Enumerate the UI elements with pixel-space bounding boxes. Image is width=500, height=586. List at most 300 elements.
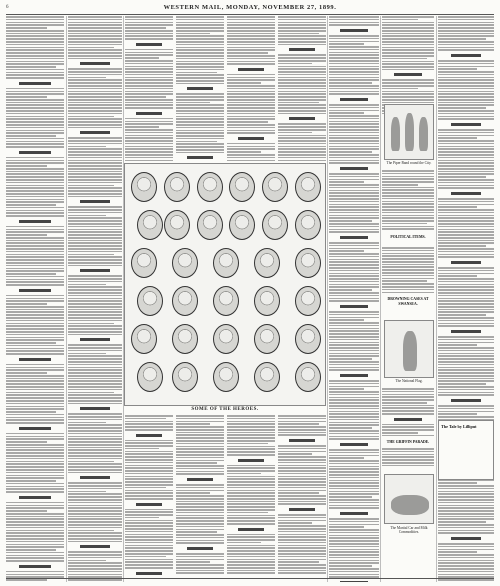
text-line	[176, 517, 224, 519]
text-line	[329, 397, 379, 399]
text-line	[68, 562, 122, 564]
text-line	[329, 88, 379, 90]
text-line	[125, 421, 173, 423]
text-line	[278, 470, 326, 472]
subheading-mark	[289, 117, 315, 120]
text-line	[329, 364, 379, 366]
text-column-4-bottom	[176, 415, 224, 575]
text-line	[278, 132, 312, 134]
text-line	[438, 104, 494, 106]
text-line	[68, 449, 122, 451]
text-line	[125, 462, 173, 464]
column-divider	[436, 16, 437, 582]
text-line	[329, 148, 379, 150]
subheading-mark	[451, 537, 482, 540]
text-line	[68, 403, 122, 405]
text-line	[68, 513, 122, 515]
text-line	[125, 451, 173, 453]
text-line	[6, 99, 64, 101]
text-line	[227, 77, 275, 79]
text-line	[278, 423, 319, 425]
text-line	[125, 498, 173, 500]
text-line	[382, 82, 434, 84]
text-line	[278, 564, 326, 566]
text-line	[438, 574, 494, 576]
text-line	[438, 113, 494, 115]
text-line	[329, 261, 379, 263]
text-line	[68, 68, 122, 70]
text-line	[6, 44, 64, 46]
text-line	[278, 38, 326, 40]
text-line	[438, 527, 494, 529]
text-line	[329, 35, 379, 37]
text-line	[6, 406, 64, 408]
text-line	[68, 58, 122, 60]
text-line	[278, 534, 326, 536]
text-line	[125, 151, 173, 153]
text-line	[125, 539, 173, 541]
text-line	[227, 509, 275, 511]
text-line	[438, 306, 494, 308]
text-line	[438, 383, 486, 385]
text-line	[438, 157, 494, 159]
text-line	[329, 140, 379, 142]
text-line	[6, 433, 64, 435]
text-line	[382, 391, 434, 393]
text-line	[68, 19, 122, 21]
text-line	[6, 372, 47, 374]
text-line	[382, 456, 434, 458]
text-line	[125, 517, 159, 519]
text-line	[329, 507, 379, 509]
text-line	[278, 536, 326, 538]
text-line	[438, 336, 494, 338]
text-line	[438, 96, 494, 98]
text-line	[438, 281, 494, 283]
text-line	[438, 99, 494, 101]
text-line	[68, 49, 122, 51]
text-line	[329, 93, 379, 95]
text-line	[329, 192, 379, 194]
text-line	[438, 560, 494, 562]
section-heading: DROWNING CASES AT SWANSEA.	[387, 297, 429, 306]
text-line	[176, 509, 224, 511]
text-line	[329, 449, 379, 451]
text-line	[6, 74, 64, 76]
text-line	[382, 394, 434, 396]
text-line	[6, 226, 64, 228]
text-line	[438, 38, 486, 40]
text-line	[125, 118, 173, 120]
text-line	[68, 229, 122, 231]
text-line	[176, 495, 224, 497]
text-line	[329, 229, 379, 231]
text-line	[438, 16, 494, 18]
text-line	[438, 499, 494, 501]
text-line	[329, 22, 379, 24]
text-line	[6, 320, 64, 322]
text-line	[227, 481, 275, 483]
text-line	[227, 157, 275, 159]
text-line	[438, 380, 494, 382]
text-line	[176, 80, 224, 82]
text-line	[125, 19, 173, 21]
text-line	[278, 542, 326, 544]
text-line	[6, 190, 64, 192]
text-line	[438, 513, 494, 515]
text-line	[68, 245, 122, 247]
text-line	[329, 380, 379, 382]
text-line	[68, 231, 122, 233]
text-line	[329, 554, 379, 556]
text-line	[68, 303, 122, 305]
text-line	[278, 473, 326, 475]
text-line	[125, 559, 173, 561]
text-line	[176, 523, 224, 525]
text-line	[382, 69, 434, 71]
text-line	[176, 35, 224, 37]
text-line	[176, 130, 224, 132]
text-line	[68, 44, 122, 46]
text-line	[68, 91, 122, 93]
text-line	[6, 378, 64, 380]
text-line	[68, 380, 122, 382]
text-line	[329, 466, 379, 468]
text-line	[68, 499, 122, 501]
text-line	[6, 118, 64, 120]
text-line	[6, 480, 56, 482]
text-line	[125, 96, 166, 98]
text-line	[438, 68, 477, 70]
text-line	[68, 306, 122, 308]
text-line	[329, 383, 379, 385]
text-line	[68, 226, 122, 228]
text-line	[329, 176, 379, 178]
text-line	[125, 456, 173, 458]
text-line	[329, 256, 379, 258]
text-line	[438, 44, 494, 46]
text-line	[68, 424, 122, 426]
text-line	[125, 564, 173, 566]
text-line	[438, 116, 494, 118]
text-line	[227, 85, 275, 87]
text-line	[438, 411, 494, 413]
masthead-rule	[6, 14, 494, 15]
text-line	[125, 514, 173, 516]
text-line	[6, 518, 64, 520]
text-line	[6, 162, 64, 164]
text-line	[6, 229, 64, 231]
text-line	[176, 415, 224, 417]
text-line	[6, 22, 64, 24]
text-line	[68, 496, 122, 498]
text-line	[382, 61, 434, 63]
text-line	[68, 413, 122, 415]
text-line	[6, 438, 64, 440]
text-line	[125, 528, 173, 530]
text-line	[329, 557, 379, 559]
text-line	[278, 570, 326, 572]
section-heading: THE GRIFFIN PARADE.	[386, 440, 430, 444]
text-line	[125, 88, 173, 90]
text-line	[227, 16, 275, 18]
text-line	[68, 355, 122, 357]
text-line	[382, 170, 434, 172]
text-line	[227, 63, 275, 65]
text-line	[227, 130, 275, 132]
text-line	[176, 526, 224, 528]
text-line	[125, 423, 173, 425]
text-line	[68, 254, 114, 256]
text-line	[227, 523, 275, 525]
text-line	[68, 507, 122, 509]
text-line	[125, 93, 173, 95]
text-line	[68, 168, 122, 170]
text-line	[382, 223, 427, 225]
text-line	[329, 314, 379, 316]
text-line	[329, 574, 379, 576]
text-line	[6, 334, 64, 336]
text-line	[382, 410, 434, 412]
text-line	[176, 55, 224, 57]
text-line	[438, 160, 494, 162]
text-line	[438, 110, 494, 112]
text-line	[125, 448, 159, 450]
text-line	[227, 30, 275, 32]
text-line	[125, 467, 173, 469]
text-line	[6, 113, 64, 115]
portrait-image	[229, 210, 255, 240]
page-number: 6	[6, 5, 9, 10]
text-line	[125, 22, 173, 24]
text-line	[68, 367, 122, 369]
text-line	[6, 311, 64, 313]
text-line	[382, 228, 434, 230]
text-line	[382, 283, 434, 285]
text-line	[176, 432, 224, 434]
text-line	[68, 444, 122, 446]
text-line	[6, 309, 64, 311]
portrait-image	[131, 248, 157, 278]
text-line	[278, 432, 326, 434]
portrait-image	[172, 286, 198, 316]
text-line	[329, 413, 379, 415]
text-line	[227, 561, 275, 563]
text-line	[68, 55, 122, 57]
text-line	[6, 66, 56, 68]
text-line	[329, 118, 379, 120]
subheading-mark	[451, 192, 482, 195]
text-line	[176, 66, 224, 68]
text-line	[68, 137, 122, 139]
text-line	[382, 255, 434, 257]
text-line	[125, 30, 173, 32]
text-line	[125, 534, 173, 536]
text-line	[68, 447, 122, 449]
text-line	[382, 454, 434, 456]
text-line	[68, 488, 122, 490]
text-line	[329, 540, 379, 542]
portrait-image	[137, 286, 163, 316]
text-line	[329, 436, 379, 438]
text-line	[68, 88, 122, 90]
text-line	[227, 451, 275, 453]
text-line	[6, 350, 64, 352]
text-line	[382, 459, 434, 461]
text-line	[438, 88, 494, 90]
text-line	[438, 226, 494, 228]
text-line	[6, 173, 64, 175]
text-line	[6, 475, 64, 477]
text-line	[278, 522, 312, 524]
text-line	[382, 88, 418, 90]
text-line	[68, 433, 122, 435]
text-line	[6, 281, 64, 283]
text-line	[6, 72, 64, 74]
text-line	[278, 129, 326, 131]
text-line	[329, 549, 379, 551]
text-line	[68, 110, 122, 112]
text-line	[176, 72, 217, 74]
text-line	[6, 160, 64, 162]
text-line	[329, 311, 379, 313]
text-line	[125, 453, 173, 455]
text-line	[227, 467, 275, 469]
text-line	[125, 522, 173, 524]
text-line	[278, 71, 326, 73]
text-line	[382, 19, 418, 21]
text-line	[438, 206, 477, 208]
text-line	[68, 160, 122, 162]
text-line	[68, 397, 122, 399]
text-line	[6, 132, 64, 134]
text-line	[6, 121, 64, 123]
text-line	[6, 204, 56, 206]
text-line	[125, 57, 159, 59]
text-line	[329, 248, 379, 250]
text-line	[68, 344, 122, 346]
text-line	[278, 484, 326, 486]
text-line	[329, 433, 379, 435]
text-line	[125, 157, 173, 159]
text-line	[176, 58, 224, 60]
text-line	[278, 41, 326, 43]
text-line	[227, 440, 275, 442]
text-column-9	[438, 16, 494, 582]
text-line	[329, 57, 379, 59]
text-line	[329, 546, 379, 548]
text-line	[6, 447, 64, 449]
text-line	[278, 572, 326, 574]
text-line	[6, 61, 64, 63]
text-line	[438, 502, 494, 504]
text-line	[278, 123, 326, 125]
text-line	[227, 429, 275, 431]
text-line	[329, 493, 379, 495]
text-line	[329, 198, 379, 200]
subheading-mark	[340, 236, 368, 239]
text-line	[6, 300, 64, 302]
text-line	[6, 265, 64, 267]
text-line	[176, 506, 224, 508]
text-line	[438, 496, 494, 498]
text-line	[6, 389, 64, 391]
text-line	[329, 195, 379, 197]
text-line	[68, 52, 122, 54]
text-line	[125, 525, 173, 527]
text-line	[382, 465, 434, 467]
text-line	[227, 99, 275, 101]
text-line	[227, 104, 275, 106]
text-line	[278, 478, 326, 480]
text-line	[227, 492, 275, 494]
text-line	[382, 399, 434, 401]
portrait-image	[213, 286, 239, 316]
subheading-mark	[19, 358, 51, 361]
text-line	[176, 460, 224, 462]
text-line	[329, 181, 364, 183]
text-line	[329, 52, 379, 54]
text-line	[278, 426, 326, 428]
text-line	[329, 104, 379, 106]
text-line	[125, 137, 173, 139]
text-line	[6, 505, 64, 507]
text-line	[68, 240, 122, 242]
text-line	[329, 110, 379, 112]
text-line	[438, 367, 494, 369]
text-line	[6, 234, 47, 236]
text-line	[125, 415, 173, 417]
text-line	[68, 262, 122, 264]
text-line	[278, 490, 326, 492]
text-line	[6, 52, 64, 54]
subheading-mark	[289, 439, 315, 442]
text-line	[278, 514, 326, 516]
text-line	[438, 118, 494, 120]
text-line	[6, 284, 64, 286]
portrait-image	[172, 362, 198, 392]
text-line	[278, 66, 326, 68]
text-line	[176, 484, 224, 486]
text-line	[176, 124, 224, 126]
text-line	[278, 539, 326, 541]
text-line	[438, 248, 494, 250]
portrait-image	[213, 248, 239, 278]
text-line	[68, 436, 122, 438]
text-line	[6, 524, 64, 526]
text-line	[6, 259, 64, 261]
text-line	[6, 403, 64, 405]
text-line	[176, 149, 224, 151]
text-line	[6, 33, 64, 35]
text-line	[6, 270, 64, 272]
text-line	[176, 83, 224, 85]
subheading-mark	[340, 305, 368, 308]
text-line	[329, 206, 379, 208]
text-line	[329, 220, 372, 222]
text-line	[176, 107, 224, 109]
text-line	[329, 212, 379, 214]
text-line	[278, 451, 326, 453]
text-line	[68, 220, 122, 222]
text-line	[227, 534, 275, 536]
text-line	[329, 317, 379, 319]
text-line	[6, 386, 64, 388]
text-line	[125, 442, 173, 444]
text-line	[382, 22, 434, 24]
subheading-mark	[451, 399, 482, 402]
subheading-mark	[340, 374, 368, 377]
